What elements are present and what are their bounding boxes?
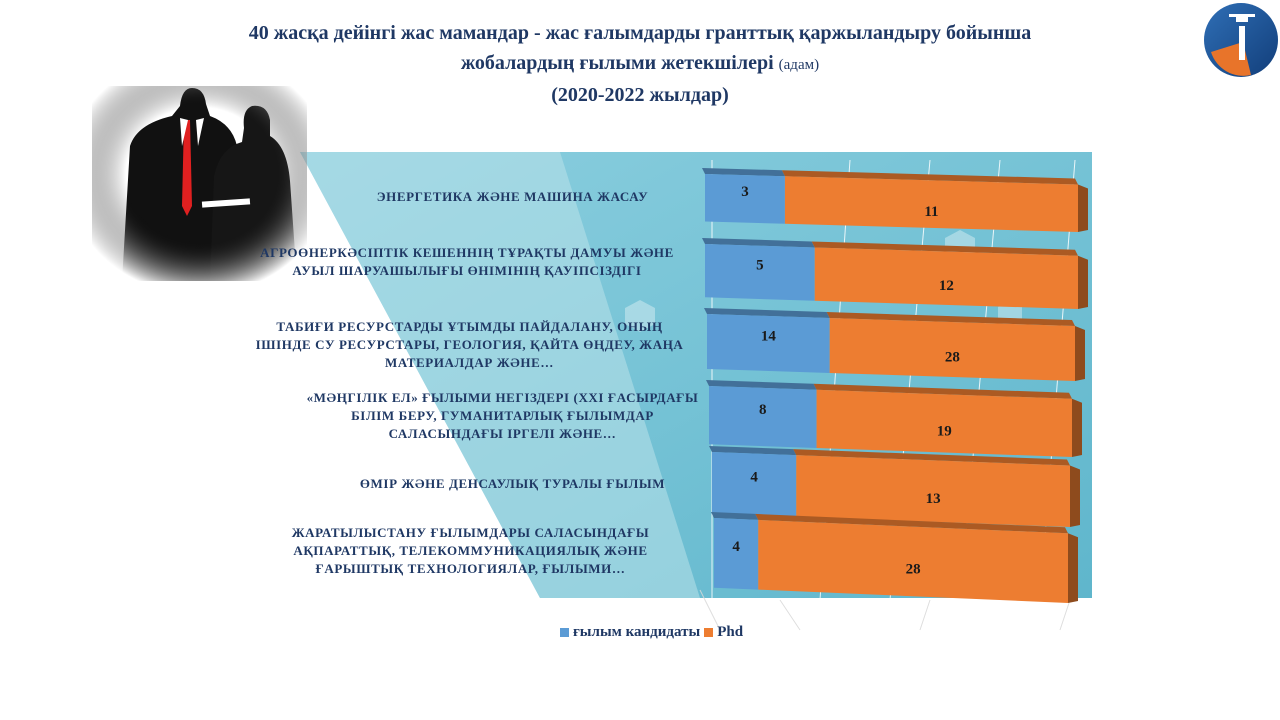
data-label-phd: 19 [936,423,952,440]
data-label-candidate: 5 [756,257,764,274]
data-label-candidate: 14 [760,328,776,345]
gridline [780,600,800,630]
data-label-candidate: 4 [732,538,740,555]
data-label-phd: 13 [925,491,941,508]
legend-label-candidate: ғылым кандидаты [573,624,701,640]
title-line-1: 40 жасқа дейінгі жас мамандар - жас ғалымдарды гранттық қаржыландыру бойынша [248,22,1032,44]
category-label: АГРОӨНЕРКӘСІПТІК КЕШЕННІҢ ТҰРАҚТЫ ДАМУЫ ЖӘНЕ АУЫЛ ШАРУАШЫЛЫҒЫ ӨНІМІНІҢ ҚАУІПСІЗДІГІ [260,245,674,278]
legend-swatch-candidate [560,628,569,637]
category-label: ЖАРАТЫЛЫСТАНУ ҒЫЛЫМДАРЫ САЛАСЫНДАҒЫ АҚПАРАТТЫҚ, ТЕЛЕКОММУНИКАЦИЯЛЫҚ ЖӘНЕ ҒАРЫШТЫҚ ТЕХНОЛОГИЯЛАР, ҒЫЛЫМИ… [291,525,650,576]
gridline [920,600,930,630]
data-label-candidate: 3 [741,183,749,200]
title-line-3: (2020-2022 жылдар) [551,84,729,106]
legend-label-phd: Phd [717,624,744,640]
data-label-phd: 12 [938,278,954,295]
bar-end-cap [1072,399,1082,457]
category-label: ТАБИҒИ РЕСУРСТАРДЫ ҰТЫМДЫ ПАЙДАЛАНУ, ОНЫҢ ІШІНДЕ СУ РЕСУРСТАРЫ, ГЕОЛОГИЯ, ҚАЙТА ӨҢДЕУ, ЖАҢА МАТЕРИАЛДАР ЖӘНЕ… [255,319,684,370]
category-label: ЭНЕРГЕТИКА ЖӘНЕ МАШИНА ЖАСАУ [376,189,649,204]
data-label-candidate: 8 [759,402,767,419]
chart-legend [560,624,743,641]
data-label-phd: 28 [905,561,921,578]
bar-end-cap [1078,256,1088,309]
bar-end-cap [1070,466,1080,528]
legend-swatch-phd [704,628,713,637]
data-label-phd: 11 [924,204,939,221]
category-label: «МӘҢГІЛІК ЕЛ» ҒЫЛЫМИ НЕГІЗДЕРІ (XXI ҒАСЫРДАҒЫ БІЛІМ БЕРУ, ГУМАНИТАРЛЫҚ ҒЫЛЫМДАР САЛАСЫНДАҒЫ ІРГЕЛІ ЖӘНЕ… [306,390,699,441]
title-unit: (адам) [778,57,820,73]
bar-end-cap [1068,533,1078,603]
data-label-candidate: 4 [750,469,758,486]
category-label: ӨМІР ЖӘНЕ ДЕНСАУЛЫҚ ТУРАЛЫ ҒЫЛЫМ [359,476,666,491]
gridline [1060,600,1070,630]
data-label-phd: 28 [944,349,960,366]
bar-end-cap [1078,184,1088,232]
title-line-2-text: жобалардың ғылыми жетекшілері [460,52,774,74]
bar-end-cap [1075,326,1085,381]
